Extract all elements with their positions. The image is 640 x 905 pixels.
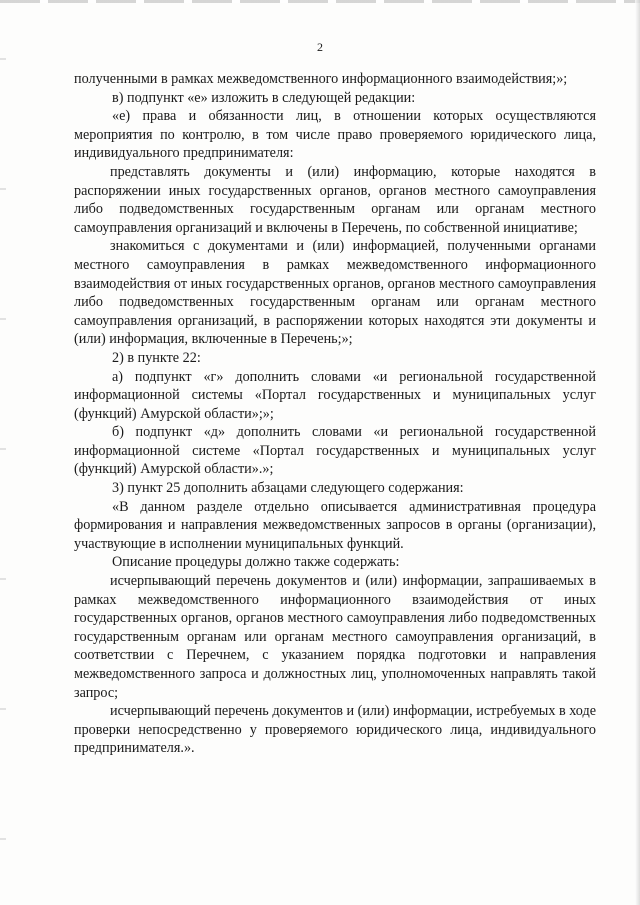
paragraph: 3) пункт 25 дополнить абзацами следующего содержания: bbox=[112, 480, 464, 497]
paragraph: Описание процедуры должно также содержать: bbox=[112, 554, 400, 571]
scan-right-edge bbox=[635, 0, 640, 905]
paragraph: «е) права и обязанности лиц, в отношении которых осуществляются мероприятия по контролю, в том числе право проверяемого юридического лица, индивидуального предпринимателя: bbox=[74, 108, 596, 162]
scan-top-edge bbox=[0, 0, 640, 3]
paragraph: исчерпывающий перечень документов и (или) информации, запрашиваемых в рамках межведомственного информационного взаимодействия от иных государственных органов, органов местного самоуправления либо подведомственных государственным органам или органам местного самоуправления организаций, в соответствии с Перечнем, с указанием порядка подготовки и направления межведомственного запроса и должностных лиц, уполномоченных направлять такой запрос; bbox=[74, 573, 596, 701]
paragraph: 2) в пункте 22: bbox=[112, 349, 201, 366]
paragraph: в) подпункт «е» изложить в следующей редакции: bbox=[112, 89, 416, 106]
paragraph: исчерпывающий перечень документов и (или) информации, истребуемых в ходе проверки непосредственно у проверяемого юридического лица, индивидуального предпринимателя.». bbox=[74, 703, 596, 757]
paragraph: «В данном разделе отдельно описывается административная процедура формирования и направления межведомственных запросов в органы (организации), участвующие в исполнении муниципальных функций. bbox=[74, 498, 596, 552]
scan-left-edge bbox=[0, 0, 6, 905]
paragraph: а) подпункт «г» дополнить словами «и региональной государственной информационной системы «Портал государственных и муниципальных услуг (функций) Амурской области»;»; bbox=[74, 368, 596, 422]
document-body bbox=[74, 70, 596, 758]
paragraph: б) подпункт «д» дополнить словами «и региональной государственной информационной системе «Портал государственных и муниципальных услуг (функций) Амурской области».»; bbox=[74, 424, 596, 478]
paragraph: полученными в рамках межведомственного информационного взаимодействия;»; bbox=[74, 71, 568, 87]
page-number: 2 bbox=[317, 40, 323, 54]
paragraph: знакомиться с документами и (или) информацией, полученными органами местного самоуправления в рамках межведомственного информационного взаимодействия от иных государственных органов, органов местного самоуправления либо подведомственных государственным органам или органам местного самоуправления организаций, в распоряжении которых находятся эти документы и (или) информация, включенные в Перечень;»; bbox=[74, 238, 596, 348]
paragraph: представлять документы и (или) информацию, которые находятся в распоряжении иных государственных органов, органов местного самоуправления либо подведомственных государственным органам или органам местного самоуправления организаций и включены в Перечень, по собственной инициативе; bbox=[74, 163, 596, 236]
